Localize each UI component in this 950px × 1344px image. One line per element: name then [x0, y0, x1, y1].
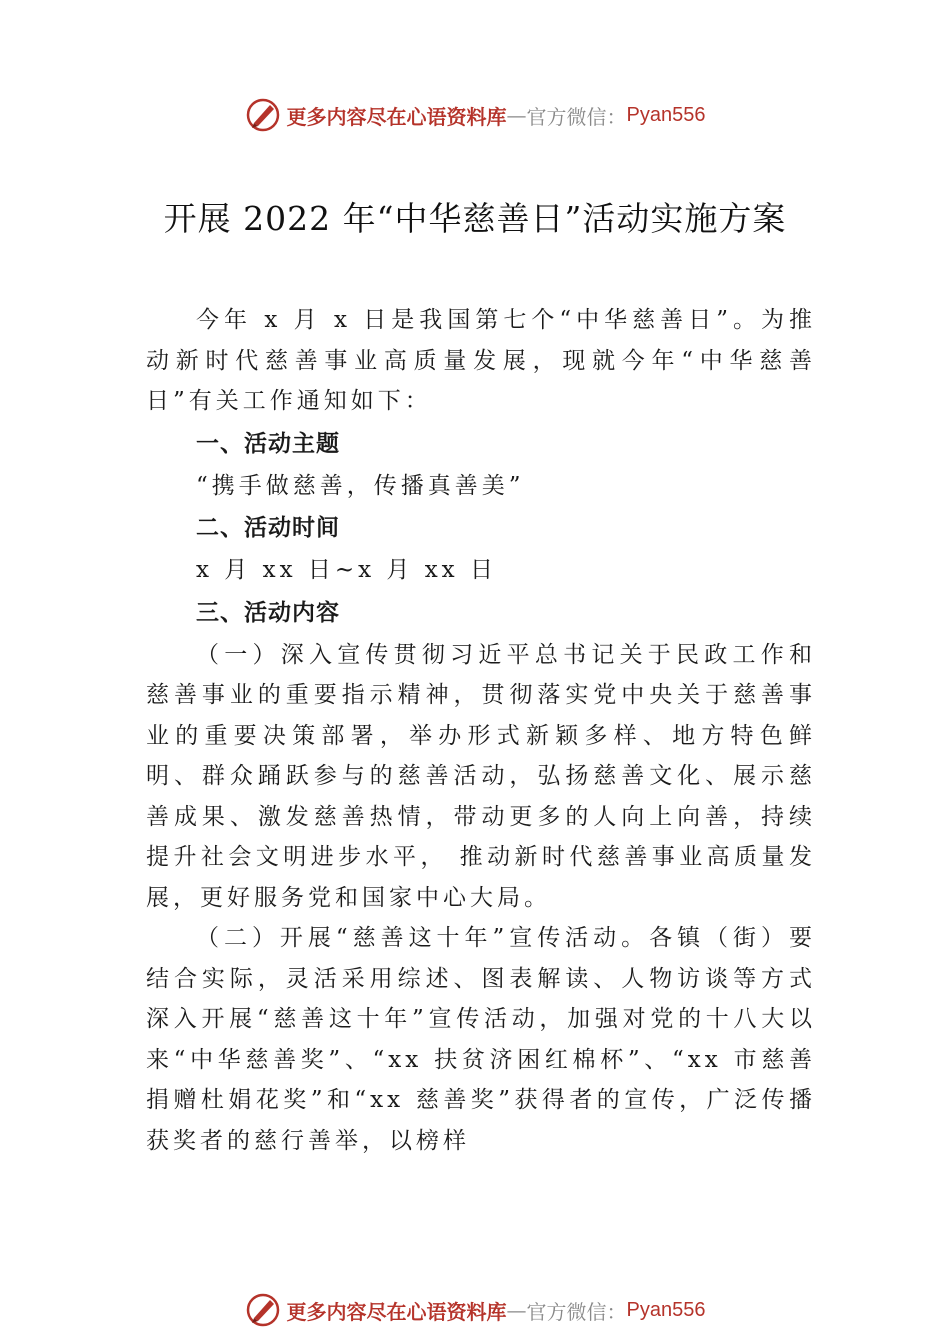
document-body [146, 300, 816, 1161]
content-item-2: （二）开展“慈善这十年”宣传活动。各镇（街）要结合实际，灵活采用综述、图表解读、人物访谈等方式深入开展“慈善这十年”宣传活动，加强对党的十八大以来“中华慈善奖”、“xx 扶贫济困红棉杯”、“xx 市慈善捐赠杜娟花奖”和“xx 慈善奖”获得者的宣传，广泛传播获奖者的慈行善举，以榜样 [146, 925, 816, 1154]
watermark-footer [0, 1290, 950, 1330]
section-heading-content: 三、活动内容 [196, 599, 340, 626]
watermark-wechat-label: 官方微信： [526, 104, 627, 129]
watermark-dash: — [506, 103, 527, 127]
intro-paragraph: 今年 x 月 x 日是我国第七个“中华慈善日”。为推动新时代慈善事业高质量发展，现就今年“中华慈善日”有关工作通知如下： [146, 307, 816, 414]
writing-logo-icon [245, 97, 281, 133]
section-heading-time: 二、活动时间 [196, 515, 340, 541]
watermark-site-text: 更多内容尽在心语资料库 [286, 1299, 507, 1324]
watermark-dash: — [506, 1298, 527, 1322]
watermark-wechat-id: Pyan556 [626, 1298, 706, 1321]
watermark-wechat-id: Pyan556 [626, 103, 706, 126]
watermark-site-text: 更多内容尽在心语资料库 [286, 104, 507, 129]
time-text: x 月 xx 日~x 月 xx 日 [196, 557, 497, 583]
watermark-header [0, 95, 950, 135]
section-heading-theme: 一、活动主题 [196, 430, 340, 457]
theme-text: “携手做慈善，传播真善美” [196, 472, 525, 499]
document-title: 开展 2022 年“中华慈善日”活动实施方案 [163, 199, 787, 238]
writing-logo-icon [245, 1292, 281, 1328]
watermark-wechat-label: 官方微信： [526, 1299, 627, 1324]
content-item-1: （一）深入宣传贯彻习近平总书记关于民政工作和慈善事业的重要指示精神，贯彻落实党中央关于慈善事业的重要决策部署，举办形式新颖多样、地方特色鲜明、群众踊跃参与的慈善活动，弘扬慈善文化、展示慈善成果、激发慈善热情，带动更多的人向上向善，持续提升社会文明进步水平， 推动新时代慈善事业高质量发展，更好服务党和国家中心大局。 [146, 641, 816, 911]
